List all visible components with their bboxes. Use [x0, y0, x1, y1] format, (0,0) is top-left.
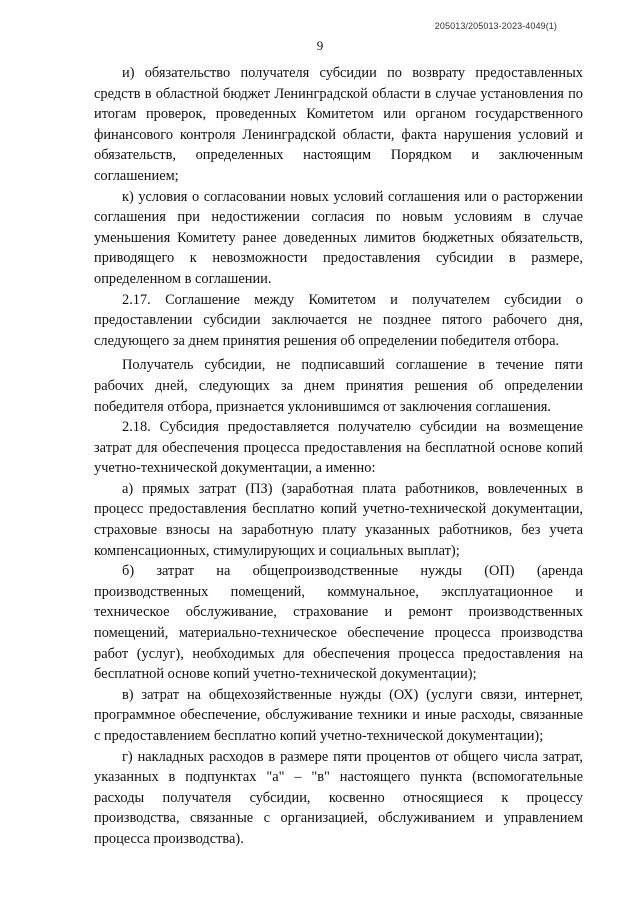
paragraph-g-overhead-costs: г) накладных расходов в размере пяти процентов от общего числа затрат, указанных в подпунктах "а" – "в" настоящего пункта (вспомогательные расходы получателя субсидии, косвенно относящиеся к процессу производства, связанные с организацией, обслуживанием и управлением процесса производства).	[94, 748, 583, 847]
paragraph-b-production-costs: б) затрат на общепроизводственные нужды (ОП) (аренда производственных помещений, коммунальное, эксплуатационное и техническое обслуживание, страхование и ремонт производственных помещений, материально-техническое обеспечение процесса производства работ (услуг), необходимых для обеспечения процесса предоставления на бесплатной основе копий учетно-технической документации);	[94, 563, 583, 683]
paragraph-i-obligation: и) обязательство получателя субсидии по возврату предоставленных средств в областной бюджет Ленинградской области в случае установления по итогам проверок, проведенных Комитетом или органом государственного финансового контроля Ленинградской области, факта нарушения условий и обязательств, определенных настоящим Порядком и заключенным соглашением;	[94, 65, 583, 184]
paragraph-2-17-evasion: Получатель субсидии, не подписавший соглашение в течение пяти рабочих дней, следующих за днем принятия решения об определении победителя отбора, признается уклонившимся от заключения соглашения.	[94, 357, 583, 415]
document-body	[94, 63, 583, 850]
paragraph-a-direct-costs: а) прямых затрат (ПЗ) (заработная плата работников, вовлеченных в процесс предоставления бесплатно копий учетно-технической документации, страховые взносы на заработную плату указанных работников, без учета компенсационных, стимулирующих и социальных выплат);	[94, 480, 583, 559]
document-id: 205013/205013-2023-4049(1)	[434, 21, 557, 31]
page-number: 9	[316, 38, 324, 53]
paragraph-k-conditions: к) условия о согласовании новых условий соглашения или о расторжении соглашения при недостижении согласия по новым условиям в случае уменьшения Комитету ранее доведенных лимитов бюджетных обязательств, приводящего к невозможности предоставления субсидии в размере, определенном в соглашении.	[94, 188, 583, 287]
paragraph-2-18: 2.18. Субсидия предоставляется получателю субсидии на возмещение затрат для обеспечения процесса предоставления на бесплатной основе копий учетно-технической документации, а именно:	[94, 419, 583, 477]
paragraph-v-general-costs: в) затрат на общехозяйственные нужды (ОХ) (услуги связи, интернет, программное обеспечение, обслуживание техники и иные расходы, связанные с предоставлением бесплатно копий учетно-технической документации);	[94, 686, 583, 744]
paragraph-2-17: 2.17. Соглашение между Комитетом и получателем субсидии о предоставлении субсидии заключается не позднее пятого рабочего дня, следующего за днем принятия решения об определении победителя отбора.	[94, 291, 583, 349]
